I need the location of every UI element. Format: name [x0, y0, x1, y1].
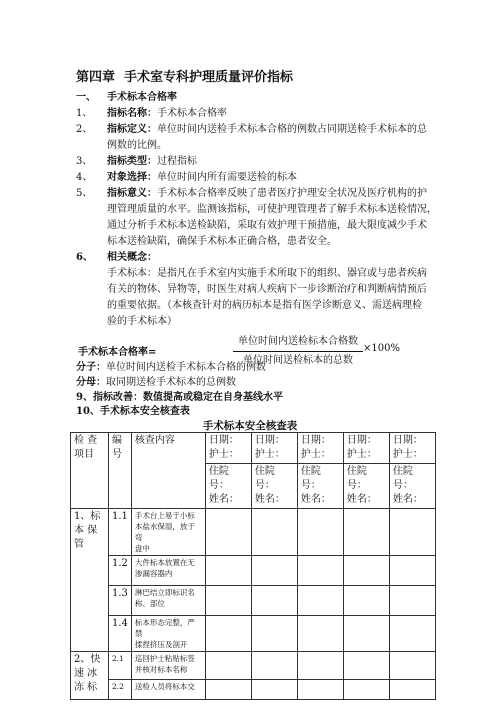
- item-1-label: 指标名称：: [107, 108, 157, 119]
- formula-multiplier: ×100%: [363, 343, 400, 354]
- item-2-label: 指标定义：: [107, 124, 157, 135]
- category-frozen-specimen: [71, 652, 109, 700]
- denominator-text: 取同期送检手术标本的总例数: [106, 377, 236, 388]
- name-label: 姓名：: [346, 494, 377, 505]
- row-content-line: 揉捏挤压及剖开: [134, 640, 188, 649]
- check-cell[interactable]: [205, 509, 251, 556]
- item-5-label: 指标意义：: [107, 188, 157, 199]
- ward-label: 住院号：: [346, 466, 367, 491]
- row-id: 2.1: [109, 652, 132, 680]
- item-1-marker: 1、: [76, 108, 93, 119]
- item-4-text: 单位时间内所有需要送检的标本: [157, 172, 297, 183]
- row-content-line: 大件标本放置在无: [134, 558, 195, 567]
- row-content-line: 渗漏容器内: [134, 569, 173, 578]
- chapter-number: 第四章: [76, 70, 116, 85]
- header-number-label-1: 编: [112, 435, 122, 446]
- row-content-line: 巡回护士粘贴标签: [134, 654, 195, 663]
- date-label: 日期：: [254, 435, 285, 446]
- item-5-marker: 5、: [76, 188, 93, 199]
- item-5-text-line-2: 理管理质量的水平。监测该指标，可使护理管理者了解手术标本送检情况，: [107, 204, 437, 215]
- concept-line-2: 有关的物体、异物等，时医生对病人疾病下一步诊断治疗和判断病情预后: [107, 284, 427, 295]
- name-label: 姓名：: [392, 494, 423, 505]
- item-4: [107, 170, 297, 186]
- header-number-label-2: 号: [112, 449, 122, 460]
- fraction-bar: [233, 351, 363, 352]
- category-2-line-2: 速 冰: [74, 668, 98, 679]
- denominator-label: 分母：: [76, 377, 106, 388]
- date-nurse-cell: [205, 433, 251, 464]
- table-row: [71, 586, 436, 616]
- item-2-marker: 2、: [76, 124, 93, 135]
- numerator-label: 分子：: [76, 362, 106, 373]
- check-cell[interactable]: [389, 652, 435, 680]
- header-content: 核查内容: [131, 433, 205, 509]
- name-label: 姓名：: [254, 494, 285, 505]
- check-cell[interactable]: [297, 680, 343, 700]
- check-cell[interactable]: [297, 509, 343, 556]
- item-1: [107, 106, 227, 122]
- table-row: [71, 680, 436, 700]
- row-content: [131, 556, 205, 586]
- date-nurse-cell: [389, 433, 435, 464]
- check-cell[interactable]: [251, 556, 297, 586]
- category-2-line-1: 2、快: [74, 654, 101, 665]
- ward-label: 住院号：: [392, 466, 413, 491]
- ward-name-cell: [343, 464, 389, 509]
- table-row: [71, 652, 436, 680]
- nurse-label: 护士：: [392, 449, 423, 460]
- item-2-text-cont: 例数的比例。: [107, 140, 167, 151]
- ward-label: 住院号：: [254, 466, 275, 491]
- row-id: 1.4: [109, 616, 132, 652]
- check-cell[interactable]: [297, 556, 343, 586]
- name-label: 姓名：: [208, 494, 239, 505]
- item-6-label: 相关概念：: [107, 252, 157, 263]
- item-3: [107, 154, 197, 170]
- item-2: [107, 122, 427, 138]
- item-5: [107, 186, 427, 202]
- check-table: [70, 432, 436, 700]
- check-cell[interactable]: [389, 680, 435, 700]
- check-cell[interactable]: [251, 652, 297, 680]
- nurse-label: 护士：: [254, 449, 285, 460]
- concept-line-3: 的重要依据。（本核查针对的病历标本是指有医学诊断意义、需送病理检: [107, 300, 422, 311]
- category-2-line-3: 冻 标: [74, 682, 98, 693]
- item-9: 9、指标改善：数值提高或稳定在自身基线水平: [76, 392, 283, 403]
- denominator-definition: [76, 375, 236, 391]
- check-cell[interactable]: [343, 616, 389, 652]
- item-4-marker: 4、: [76, 172, 93, 183]
- check-cell[interactable]: [389, 556, 435, 586]
- date-nurse-cell: [251, 433, 297, 464]
- check-cell[interactable]: [251, 616, 297, 652]
- nurse-label: 护士：: [300, 449, 331, 460]
- row-id: 1.2: [109, 556, 132, 586]
- date-nurse-cell: [297, 433, 343, 464]
- header-check-item: [71, 433, 109, 509]
- numerator-text: 单位时间内送检手术标本合格的例数: [106, 362, 266, 373]
- ward-name-cell: [205, 464, 251, 509]
- row-content-line: 送检人员将标本交: [134, 682, 195, 691]
- ward-name-cell: [297, 464, 343, 509]
- table-title: 手术标本安全核查表: [202, 420, 298, 432]
- check-cell[interactable]: [389, 586, 435, 616]
- item-3-label: 指标类型：: [107, 156, 157, 167]
- section-title: 手术标本合格率: [107, 92, 177, 103]
- ward-label: 住院号：: [208, 466, 229, 491]
- row-content-line: 本盐水保湿，放于弯: [134, 522, 195, 542]
- chapter-title: 手术室专科护理质量评价指标: [124, 70, 294, 85]
- row-id: 1.1: [109, 509, 132, 556]
- concept-line-1: 手术标本：是指凡在手术室内实施手术所取下的组织、器官或与患者疾病: [107, 268, 427, 279]
- header-number: [109, 433, 132, 509]
- nurse-label: 护士：: [208, 449, 239, 460]
- name-label: 姓名：: [300, 494, 331, 505]
- date-nurse-cell: [343, 433, 389, 464]
- row-content: [131, 680, 205, 700]
- row-content: [131, 652, 205, 680]
- ward-label: 住院号：: [300, 466, 321, 491]
- row-content: [131, 586, 205, 616]
- numerator-definition: [76, 360, 266, 376]
- row-content-line: 称、部位: [134, 599, 165, 608]
- check-cell[interactable]: [251, 586, 297, 616]
- date-label: 日期：: [346, 435, 377, 446]
- category-1-line-3: 管: [74, 539, 84, 550]
- row-content-line: 手术台上易于小标: [134, 511, 195, 520]
- header-check-label: 检 查: [74, 435, 98, 446]
- row-id: 1.3: [109, 586, 132, 616]
- check-cell[interactable]: [205, 586, 251, 616]
- formula-denominator: 单位时间送检标本的总数: [243, 355, 353, 366]
- formula-lhs: 手术标本合格率=: [78, 347, 157, 358]
- item-4-label: 对象选择：: [107, 172, 157, 183]
- chapter-heading: [76, 66, 293, 85]
- check-cell[interactable]: [251, 680, 297, 700]
- check-cell[interactable]: [205, 616, 251, 652]
- row-content: [131, 616, 205, 652]
- header-item-label: 项目: [74, 449, 94, 460]
- section-marker: 一、: [76, 92, 96, 103]
- ward-name-cell: [251, 464, 297, 509]
- row-content-line: 并核对标本名称: [134, 665, 188, 674]
- item-6-marker: 6、: [76, 252, 93, 263]
- check-cell[interactable]: [251, 509, 297, 556]
- row-content: [131, 509, 205, 556]
- check-cell[interactable]: [343, 556, 389, 586]
- item-3-text: 过程指标: [157, 156, 197, 167]
- check-cell[interactable]: [297, 616, 343, 652]
- ward-name-cell: [389, 464, 435, 509]
- row-content-line: 盘中: [134, 544, 150, 553]
- row-content-line: 标本形态完整，严禁: [134, 618, 195, 638]
- check-cell[interactable]: [297, 586, 343, 616]
- check-cell[interactable]: [343, 652, 389, 680]
- date-label: 日期：: [300, 435, 331, 446]
- check-cell[interactable]: [389, 509, 435, 556]
- check-cell[interactable]: [343, 680, 389, 700]
- row-content-line: 淋巴结立即标识名: [134, 588, 195, 597]
- item-5-text-line-4: 标本送检缺陷，确保手术标本正确合格，患者安全。: [107, 236, 337, 247]
- check-cell[interactable]: [205, 680, 251, 700]
- check-cell[interactable]: [205, 652, 251, 680]
- item-5-text-line-3: 通过分析手术标本送检缺陷，采取有效护理干预措施，最大限度减少手术: [107, 220, 427, 231]
- check-cell[interactable]: [297, 652, 343, 680]
- table-row: [71, 556, 436, 586]
- nurse-label: 护士：: [346, 449, 377, 460]
- table-row: [71, 509, 436, 556]
- item-3-marker: 3、: [76, 156, 93, 167]
- check-cell[interactable]: [205, 556, 251, 586]
- check-cell[interactable]: [343, 586, 389, 616]
- date-label: 日期：: [208, 435, 239, 446]
- item-5-text: 手术标本合格率反映了患者医疗护理安全状况及医疗机构的护: [157, 188, 427, 199]
- table-header-row-1: [71, 433, 436, 464]
- concept-line-4: 验的手术标本）: [107, 316, 177, 327]
- row-id: 2.2: [109, 680, 132, 700]
- table-row: [71, 616, 436, 652]
- category-1-line-2: 本 保: [74, 525, 98, 536]
- item-1-text: 手术标本合格率: [157, 108, 227, 119]
- item-2-text: 单位时间内送检手术标本合格的例数占同期送检手术标本的总: [157, 124, 427, 135]
- formula-numerator: 单位时间内送检标本合格数: [238, 336, 358, 347]
- check-cell[interactable]: [343, 509, 389, 556]
- category-1-line-1: 1、标: [74, 511, 101, 522]
- category-specimen-storage: [71, 509, 109, 652]
- check-cell[interactable]: [389, 616, 435, 652]
- date-label: 日期：: [392, 435, 423, 446]
- item-10: 10、手术标本安全核查表: [76, 406, 190, 417]
